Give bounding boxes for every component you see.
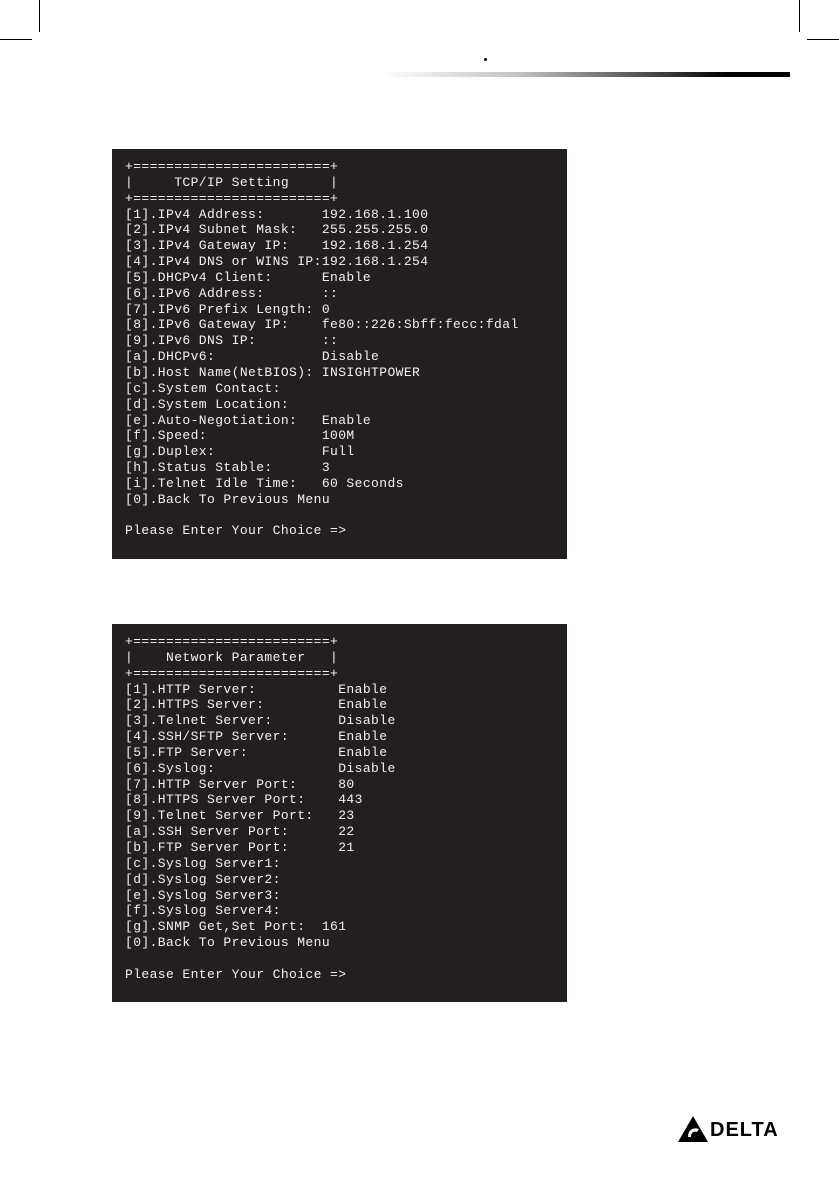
menu-item-dhcpv4-client: [5].DHCPv4 Client: Enable xyxy=(125,269,372,285)
menu-item-ipv6-address: [6].IPv6 Address: :: xyxy=(125,285,339,301)
menu-item-http-server: [1].HTTP Server: Enable xyxy=(125,681,388,697)
menu-item-speed: [f].Speed: 100M xyxy=(125,428,355,444)
tcpip-setting-terminal xyxy=(112,149,567,559)
terminal-border-line: +========================+ xyxy=(125,159,339,174)
header-dot xyxy=(484,58,487,61)
menu-item-ipv4-gateway-ip: [3].IPv4 Gateway IP: 192.168.1.254 xyxy=(125,238,429,254)
menu-item-dhcpv6: [a].DHCPv6: Disable xyxy=(125,349,380,365)
header-rule xyxy=(380,72,790,77)
terminal-border-line: +========================+ xyxy=(125,190,339,206)
delta-logo-text: DELTA xyxy=(710,1119,779,1141)
menu-item-status-stable: [h].Status Stable: 3 xyxy=(125,460,331,476)
menu-item-http-server-port: [7].HTTP Server Port: 80 xyxy=(125,776,355,792)
menu-item-syslog-server2: [d].Syslog Server2: xyxy=(125,871,281,887)
menu-item-ipv4-dns: [4].IPv4 DNS or WINS IP:192.168.1.254 xyxy=(125,254,429,270)
menu-item-telnet-server-port: [9].Telnet Server Port: 23 xyxy=(125,808,355,824)
menu-item-ssh-server-port: [a].SSH Server Port: 22 xyxy=(125,824,355,840)
terminal-title: | TCP/IP Setting | xyxy=(125,174,339,190)
crop-mark-top-right-vertical xyxy=(799,0,800,32)
menu-item-ipv6-dns-ip: [9].IPv6 DNS IP: :: xyxy=(125,333,339,349)
crop-mark-top-left-vertical xyxy=(39,0,40,32)
menu-item-telnet-server: [3].Telnet Server: Disable xyxy=(125,713,396,729)
menu-item-back: [0].Back To Previous Menu xyxy=(125,491,331,507)
menu-item-duplex: [g].Duplex: Full xyxy=(125,444,355,460)
menu-item-ipv6-gateway-ip: [8].IPv6 Gateway IP: fe80::226:Sbff:fecc:fdal xyxy=(125,317,519,333)
terminal-border-line: +========================+ xyxy=(125,634,339,649)
menu-item-ssh-sftp-server: [4].SSH/SFTP Server: Enable xyxy=(125,729,388,745)
blank-line xyxy=(125,508,567,524)
terminal-border-line: +========================+ xyxy=(125,665,339,681)
crop-mark-top-left-horizontal xyxy=(0,39,32,40)
choice-prompt: Please Enter Your Choice => xyxy=(125,523,347,539)
menu-item-ftp-server-port: [b].FTP Server Port: 21 xyxy=(125,839,355,855)
choice-prompt: Please Enter Your Choice => xyxy=(125,966,347,982)
delta-triangle-logo-icon xyxy=(678,1116,710,1142)
menu-item-snmp-port: [g].SNMP Get,Set Port: 161 xyxy=(125,919,347,935)
menu-item-system-location: [d].System Location: xyxy=(125,396,290,412)
menu-item-host-name: [b].Host Name(NetBIOS): INSIGHTPOWER xyxy=(125,364,421,380)
network-parameter-terminal xyxy=(112,624,567,1002)
terminal-title: | Network Parameter | xyxy=(125,649,339,665)
menu-item-syslog-server4: [f].Syslog Server4: xyxy=(125,903,281,919)
menu-item-auto-negotiation: [e].Auto-Negotiation: Enable xyxy=(125,412,372,428)
menu-item-https-server: [2].HTTPS Server: Enable xyxy=(125,697,388,713)
menu-item-ipv4-address: [1].IPv4 Address: 192.168.1.100 xyxy=(125,206,429,222)
menu-item-ipv6-prefix-length: [7].IPv6 Prefix Length: 0 xyxy=(125,301,331,317)
menu-item-telnet-idle-time: [i].Telnet Idle Time: 60 Seconds xyxy=(125,475,404,491)
menu-item-ipv4-subnet-mask: [2].IPv4 Subnet Mask: 255.255.255.0 xyxy=(125,222,429,238)
menu-item-syslog-server1: [c].Syslog Server1: xyxy=(125,855,281,871)
blank-line xyxy=(125,951,567,967)
menu-item-syslog: [6].Syslog: Disable xyxy=(125,760,396,776)
menu-item-syslog-server3: [e].Syslog Server3: xyxy=(125,887,281,903)
delta-logo xyxy=(678,1116,790,1142)
menu-item-system-contact: [c].System Contact: xyxy=(125,380,281,396)
menu-item-ftp-server: [5].FTP Server: Enable xyxy=(125,744,388,760)
menu-item-back: [0].Back To Previous Menu xyxy=(125,935,331,951)
crop-mark-top-right-horizontal xyxy=(807,39,839,40)
menu-item-https-server-port: [8].HTTPS Server Port: 443 xyxy=(125,792,363,808)
